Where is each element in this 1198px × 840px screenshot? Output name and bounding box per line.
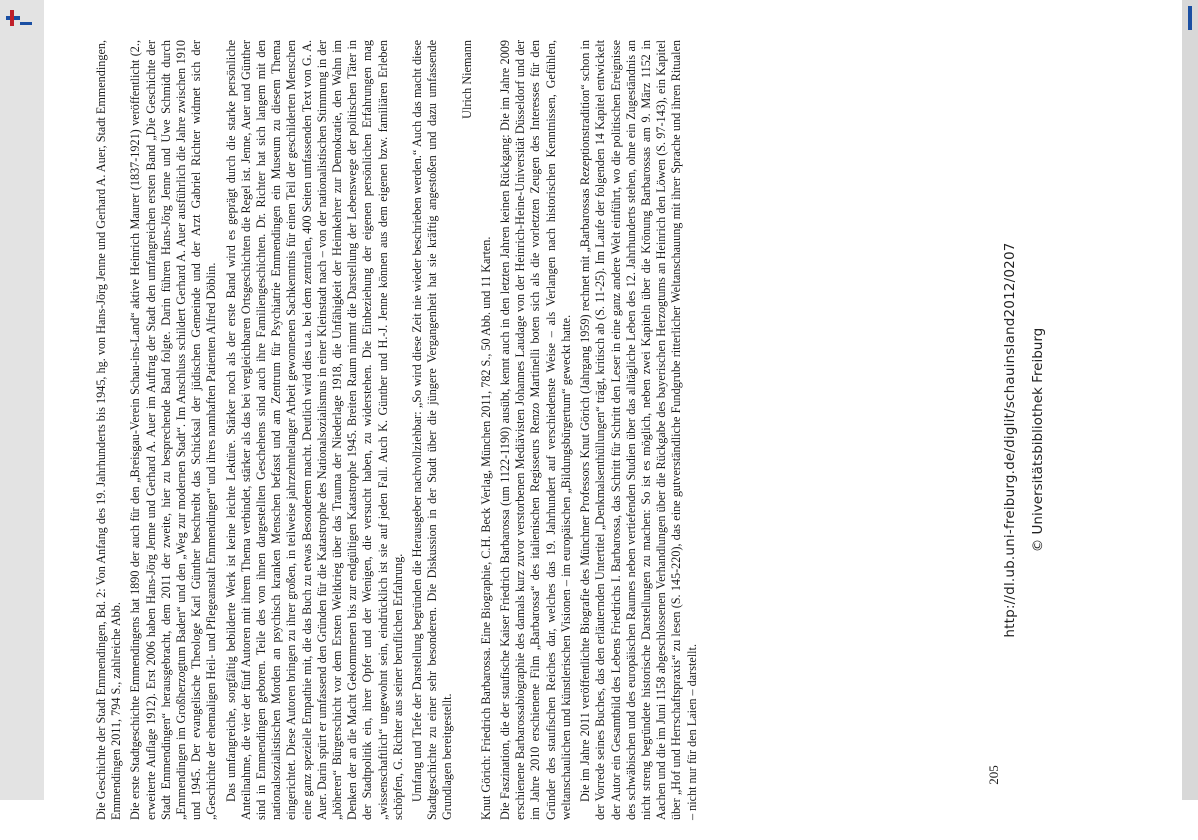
review2-paragraph: Die im Jahre 2011 veröffentlichte Biografie des Münchner Professors Knut Görich (Jahrgang 1959) rechnet mit „Barbarossas Rezeptionstradition“ schon in der Vorrede seines Buches, das den erläuternden Untertitel „Denkmalsenthüllungen“ trägt, kritisch ab (S. 11-25). Im Laufe der folgenden 14 Kapitel entwickelt der Autor ein Gesamtbild des Lebens Friedrichs I. Barbarossa, das Schritt für Schritt den Leser in eine ganz andere Welt einführt, wo die politischen Ereignisse des schwäbischen und des europäischen Raumes neben vertiefenden Studien über das alltägliche Leben des 12. Jahrhunderts stehen, ohne ein Zugeständnis an nicht streng begründete historische Darstellungen zu machen: So ist es möglich, neben zwei Kapiteln über die Krönung Barbarossas am 9. März 1152 in Aachen und die im Juni 1158 abgeschlossenen Verhandlungen über die Rückgabe des bayerischen Herzogtums an Heinrich den Löwen (S. 97-143), ein Kapitel über „Hof und Herrschaftspraxis“ zu lesen (S. 145-220), das eine gutverständliche Fundgrube ritterlicher Weltanschauung mit ihrer Sprache und ihren Ritualen – nicht nur für den Laien – darstellt. (578, 40, 699, 820)
left-margin-strip (0, 0, 44, 800)
right-margin-strip (1182, 0, 1198, 800)
review1-heading: Die Geschichte der Stadt Emmendingen, Bd. 2: Von Anfang des 19. Jahrhunderts bis 1945, hg. von Hans-Jörg Jenne und Gerhard A. Auer, Stadt Emmendingen, Emmendingen 2011, 794 S., zahlreiche Abb. (94, 40, 124, 820)
review2-heading: Knut Görich: Friedrich Barbarossa. Eine Biographie, C.H. Beck Verlag, München 2011, 782 S., 50 Abb. und 11 Karten. (478, 236, 493, 820)
source-url[interactable]: http://dl.ub.uni-freiburg.de/diglit/schauinsland2012/0207 (1002, 242, 1018, 638)
page-corner-icon (0, 0, 36, 42)
review2-paragraph: Die Faszination, die der staufische Kaiser Friedrich Barbarossa (um 1122-1190) ausübt, kennt auch in den letzten Jahren keinen Rückgang: Die im Jahre 2009 erschienene Barbarossabiographie des damals kurz zuvor verstorbenen Mediävisten Johannes Laudage von der Heinrich-Heine-Universität Düsseldorf und der im Jahre 2010 erschienene Film „Barbarossa“ des italienischen Regisseurs Renzo Martinelli boten sich als die vorletzten Zeugen des Interesses für den Gründer des staufischen Reiches dar, welches das 19. Jahrhundert auf verschiedenste Weise – als Verlangen nach historischen Kenntnissen, Gefühlen, weltanschaulichen und künstlerischen Visionen – im europäischen „Bildungsbürgertum“ geweckt hatte. (498, 40, 573, 820)
page-text-column (94, 40, 704, 820)
page-number: 205 (986, 765, 1001, 785)
rotated-scanned-page (80, 40, 1122, 840)
review1-reviewer: Ulrich Niemann (459, 40, 474, 119)
page-edge-icon (1182, 0, 1198, 40)
review1-paragraph: Umfang und Tiefe der Darstellung begründen die Herausgeber nachvollziehbar: „So wird diese Zeit nie wieder beschrieben werden.“ Auch das macht diese Stadtgeschichte zu einer sehr besonderen. Die Diskussion in der Stadt über die jüngere Vergangenheit hat sie kräftig angestoßen und dazu umfassende Grundlagen bereitgestellt. (410, 40, 455, 820)
review1-paragraph: Die erste Stadtgeschichte Emmendingens hat 1890 der auch für den „Breisgau-Verein Schau-ins-Land“ aktive Heinrich Maurer (1837-1921) veröffentlicht (2., erweiterte Auflage 1912). Erst 2006 haben Hans-Jörg Jenne und Gerhard A. Auer im Auftrag der Stadt den umfangreichen ersten Band „Die Geschichte der Stadt Emmendingen“ herausgebracht, dem 2011 der zweite, hier zu besprechende Band folgte. Darin führen Hans-Jörg Jenne und Uwe Schmidt durch „Emmendingen im Großherzogtum Baden“ und den „Weg zur modernen Stadt“. Im Anschluss schildert Gerhard A. Auer ausführlich die Jahre zwischen 1910 und 1945. Der evangelische Theologe Karl Günther beschreibt das Schicksal der jüdischen Gemeinde und der Arzt Gabriel Richter widmet sich der „Geschichte der ehemaligen Heil- und Pflegeanstalt Emmendingen“ und ihres namhaften Patienten Alfred Döblin. (128, 40, 219, 820)
review1-paragraph: Das umfangreiche, sorgfältig bebilderte Werk ist keine leichte Lektüre. Stärker noch als der erste Band wird es geprägt durch die starke persönliche Anteilnahme, die vier der fünf Autoren mit ihrem Thema verbindet, stärker als das bei vergleichbaren Ortsgeschichten die Regel ist. Jenne, Auer und Günther sind in Emmendingen geboren. Teile des von ihnen dargestellten Geschehens sind auch ihre Familiengeschichten. Dr. Richter hat sich langem mit den nationalsozialistischen Morden an psychisch kranken Menschen befasst und am Zentrum für Psychiatrie Emmendingen ein Museum zu diesem Thema eingerichtet. Diese Autoren bringen zu ihrer großen, in teilweise jahrzehntelanger Arbeit gewonnenen Sachkenntnis für einen Teil der geschilderten Menschen eine ganz spezielle Empathie mit, die das Buch zu etwas Besonderem macht. Deutlich wird dies u.a. bei dem zentralen, 400 Seiten umfassenden Text von G. A. Auer. Darin spürt er umfassend den Gründen für die Katastrophe des Nationalsozialismus in einer Kleinstadt nach – von der nationalistischen Stimmung in der „höheren“ Bürgerschicht vor dem Ersten Weltkrieg über das Trauma der Niederlage 1918, die Unfähigkeit der Heimkehrer zur Demokratie, den Wahn im Denken der an die Macht Gekommenen bis zur endgültigen Katastrophe 1945. Breiten Raum nimmt die Darstellung der Lebenswege der politischen Täter in der Stadtpolitik ein, ihrer Opfer und der Wenigen, die versucht haben, zu widerstehen. Die Einbeziehung der eigenen persönlichen Erfahrungen mag „wissenschaftlich“ ungewohnt sein, eindrücklich ist sie auf jeden Fall. Auch K. Günther und H.-J. Jenne können aus dem eigenen bzw. familiären Erleben schöpfen, G. Richter aus seiner beruflichen Erfahrung. (223, 40, 405, 820)
copyright-notice: © Universitätsbibliothek Freiburg (1030, 327, 1046, 553)
